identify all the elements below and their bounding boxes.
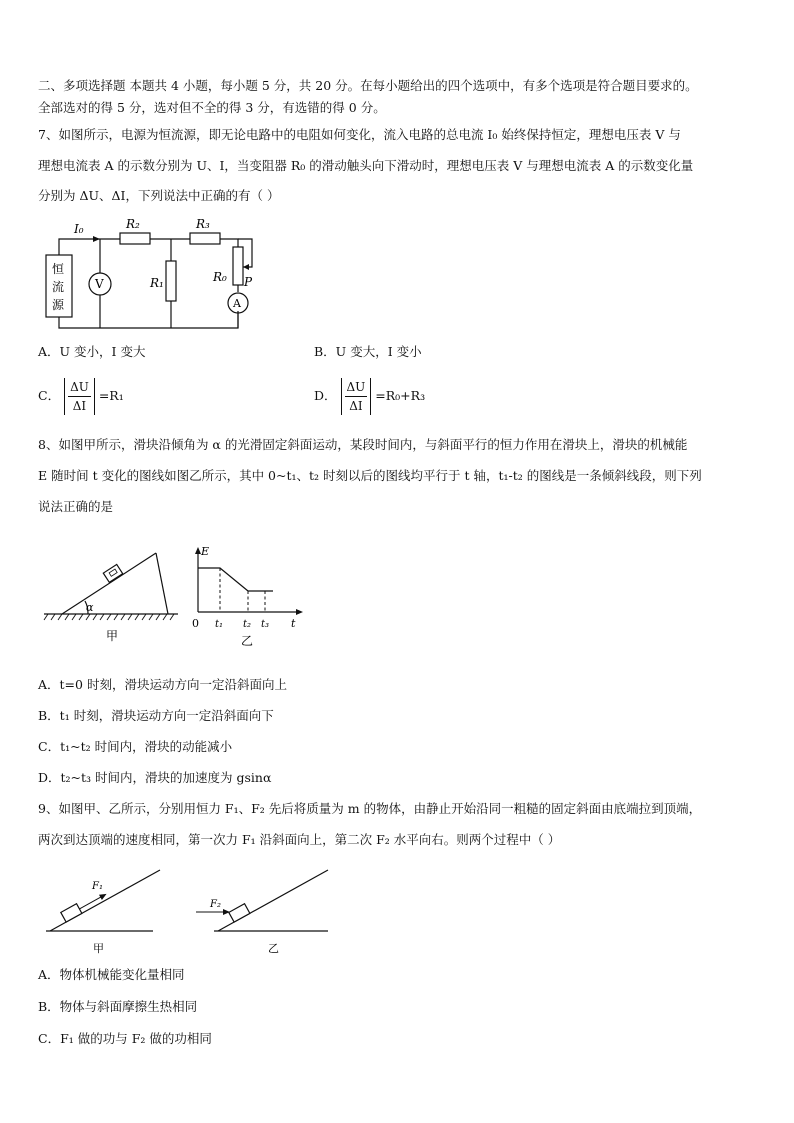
q8-stem-line1: 8、如图甲所示，滑块沿倾角为 α 的光滑固定斜面运动，某段时间内，与斜面平行的恒力作用在滑块上，滑块的机械能 <box>38 437 688 452</box>
q8-option-a[interactable]: A．t=0 时刻，滑块运动方向一定沿斜面向上 <box>38 677 287 692</box>
q7-option-c-numerator: ΔU <box>68 378 91 397</box>
q7-stem-line3: 分别为 ΔU、ΔI，下列说法中正确的有（ ） <box>38 188 280 203</box>
ammeter-label: A <box>233 297 241 310</box>
q7-option-c-suffix: =R₁ <box>98 388 124 403</box>
rheostat-r0 <box>233 247 243 285</box>
f2-label: F₂ <box>210 899 221 910</box>
q9-option-b[interactable]: B．物体与斜面摩擦生热相同 <box>38 999 198 1014</box>
label-r2: R₂ <box>126 217 140 231</box>
q7-option-d-denominator: ΔI <box>349 399 363 413</box>
q7-stem-line2: 理想电流表 A 的示数分别为 U、I，当变阻器 R₀ 的滑动触头向下滑动时，理想电压表 V 与理想电流表 A 的示数变化量 <box>38 158 694 173</box>
q7-option-c-fraction <box>64 378 95 415</box>
block-yi <box>229 904 250 922</box>
t3-label: t₃ <box>261 619 270 630</box>
t1-label: t₁ <box>215 619 224 630</box>
q9-stem-line2: 两次到达顶端的速度相同，第一次力 F₁ 沿斜面向上，第二次 F₂ 水平向右。则两个过程中（ ） <box>38 832 561 847</box>
q7-option-c[interactable] <box>38 376 124 416</box>
q8-option-b[interactable]: B．t₁ 时刻，滑块运动方向一定沿斜面向下 <box>38 708 274 723</box>
q7-option-d[interactable] <box>314 376 425 416</box>
q8-option-c[interactable]: C．t₁~t₂ 时间内，滑块的动能减小 <box>38 739 233 754</box>
q9-figure <box>38 862 348 962</box>
q8-figure <box>38 540 308 655</box>
q8-stem-line2: E 随时间 t 变化的图线如图乙所示，其中 0~t₁、t₂ 时刻以后的图线均平行于 t 轴，t₁-t₂ 的图线是一条倾斜线段，则下列 <box>38 468 702 483</box>
q7-option-c-denominator: ΔI <box>72 399 87 413</box>
voltmeter-label: V <box>95 277 104 291</box>
q7-option-d-fraction <box>341 378 372 415</box>
label-i0: I₀ <box>74 222 84 236</box>
fig-jia-label: 甲 <box>106 629 119 643</box>
q7-option-a[interactable]: A．U 变小，I 变大 <box>38 344 146 359</box>
source-char-3: 源 <box>52 298 65 312</box>
sliding-block <box>103 564 122 582</box>
q9-option-a[interactable]: A．物体机械能变化量相同 <box>38 967 185 982</box>
slider-p-arrow <box>243 264 249 270</box>
energy-curve <box>198 568 273 591</box>
f1-label: F₁ <box>92 881 103 892</box>
label-r0: R₀ <box>213 270 227 284</box>
origin-label: 0 <box>192 617 199 630</box>
q8-option-d[interactable]: D．t₂~t₃ 时间内，滑块的加速度为 gsinα <box>38 770 272 785</box>
t2-label: t₂ <box>243 619 252 630</box>
q7-option-d-suffix: =R₀+R₃ <box>375 388 426 403</box>
resistor-r3 <box>190 233 220 244</box>
fig9-yi-label: 乙 <box>268 942 279 955</box>
section-heading-line1: 二、多项选择题 本题共 4 小题，每小题 5 分，共 20 分。在每小题给出的四个选项中，有多个选项是符合题目要求的。 <box>38 78 698 93</box>
label-p: P <box>244 275 253 289</box>
block-jia <box>61 904 82 922</box>
fig9-jia-label: 甲 <box>93 942 104 955</box>
q7-stem-line1: 7、如图所示，电源为恒流源，即无论电路中的电阻如何变化，流入电路的总电流 I₀ 始终保持恒定，理想电压表 V 与 <box>38 127 681 142</box>
resistor-r2 <box>120 233 150 244</box>
source-char-1: 恒 <box>52 262 65 276</box>
label-r1: R₁ <box>150 276 164 290</box>
alpha-label: α <box>86 601 94 614</box>
section-heading-line2: 全部选对的得 5 分，选对但不全的得 3 分，有选错的得 0 分。 <box>38 100 386 115</box>
resistor-r1 <box>166 261 176 301</box>
source-char-2: 流 <box>52 280 65 294</box>
q7-option-d-numerator: ΔU <box>345 378 368 397</box>
q7-option-b[interactable]: B．U 变大，I 变小 <box>314 344 422 359</box>
incline-surface <box>62 553 156 614</box>
t-axis-arrow <box>296 609 303 615</box>
q8-stem-line3: 说法正确的是 <box>38 499 114 514</box>
fig-yi-label: 乙 <box>241 634 254 648</box>
q9-stem-line1: 9、如图甲、乙所示，分别用恒力 F₁、F₂ 先后将质量为 m 的物体，由静止开始沿同一粗糙的固定斜面由底端拉到顶端， <box>38 801 702 816</box>
t-label: t <box>291 617 296 630</box>
q7-option-c-prefix: C． <box>38 388 61 403</box>
current-arrow <box>93 236 100 242</box>
q7-circuit-diagram <box>38 215 268 335</box>
e-label: E <box>201 545 210 558</box>
label-r3: R₃ <box>196 217 210 231</box>
q9-option-c[interactable]: C．F₁ 做的功与 F₂ 做的功相同 <box>38 1031 212 1046</box>
q7-option-d-prefix: D． <box>314 388 337 403</box>
